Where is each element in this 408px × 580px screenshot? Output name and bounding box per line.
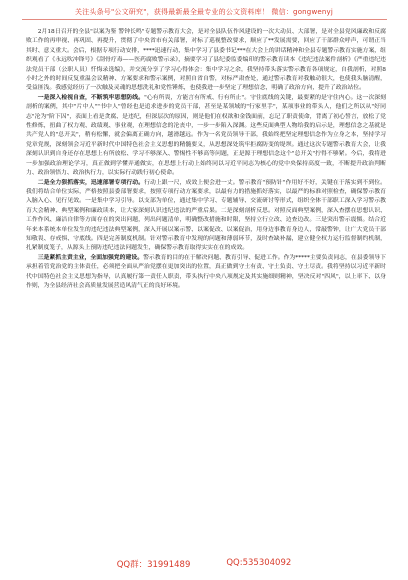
- paragraph-section-1: [26, 94, 386, 179]
- paragraph-text: 警示教育的目的在于解决问题、教育引导、促进工作。作为*****主要负责同志，在县委领导下承担着管党治党的主体责任，必须把全面从严治党摆在更加突出的位置，真正做到守土有责、守土负责、守土尽责。我将坚持以习近平新时代中国特色社会主义思想为指导，认真履行第一责任人职责，带头执行中央八项规定及其实施细则精神，坚决反对"四风"，以上率下、以身作则，为全县经济社会高质量发展营造风清气正的良好环境。: [26, 254, 387, 289]
- paragraph-intro: [26, 28, 386, 94]
- section-heading-2: 二是全力狠抓落实，迅速部署专项行动。: [37, 179, 145, 186]
- paragraph-text: 2月18日召开的全县"以案为鉴 警钟长鸣"专题警示教育大会，是对全县队伍作风建设的一次大动员、大部署，是对全县党风廉政和反腐败工作的再审视、再巩固、再提升，贯彻了中央省市有关部署，对标了巡视整改要求，顺应了**发展需要，回应了干部群众呼声，可谓正当其时、意义重大。会后，根据专项行动安排，****迅速行动，集中学习了县委书记***在大会上的讲话精神和全县专题警示教育实施方案，组织观看了《永远吹冲锋号》《刮骨疗毒——医药腐败警示录》，摘要学习了县纪委监委编印的警示教育读本《违纪违法案件剖析》《严重违纪违法党员干部（公职人员）忏悔录选编》，并交流分享了学习心得体会：集中学习之余，我坚持带头落实警示教育各项规定，自我剖析，对照8小时之外的时间反复重温会议精神、方案要求和警示案例，对照自省自警，对标严肃查处，通过警示教育对我触动很大，也使我头脑清醒，受益匪浅。我感觉经历了一次触及灵魂的思想洗礼和党性锤炼，也使我进一步坚定了理想信念，明确了政治方向，提升了政治站位。: [26, 29, 386, 92]
- paragraph-section-2: [26, 179, 386, 254]
- paragraph-section-3: [26, 254, 386, 292]
- section-heading-3: 三是紧抓主责主业，全面加强党的建设。: [37, 254, 144, 261]
- paragraph-text: 行动上跟一尺，成效上便会进一丈。警示教育"预防针"作用好不好，关键在于落实到不到位。我们将结合单位实际，严格按照县委部署要求，按照专项行动方案要求，以最有力的措施抓好落实，以最严的标准对照检查，确保警示教育入脑入心、见行见效。一是集中学习引导。以支部为单位，通过集中学习、专题辅导、交流研讨等形式，组织全体干部职工深入学习警示教育大会精神、典型案例和廉政读本，让大家深刻认识违纪违法的严重后果。二是深刻剖析反思。对照反面典型案例，深入查摆在思想认识、工作作风、廉洁自律等方面存在的突出问题，列出问题清单，明确整改措施和时限，坚持立行立改、边查边改。三是突出警示震慑。结合近年来本系统本单位发生的违纪违法典型案例，深入开展以案示警、以案促改、以案促治，用身边事教育身边人，常敲警钟，让广大党员干部知敬畏、存戒惧、守底线。四是完善制度机制。针对警示教育中发现的问题和薄弱环节，及时查缺补漏，建立健全权力运行监督制约机制，扎紧制度笼子，从源头上预防违纪违法问题发生，确保警示教育取得实实在在的成效。: [26, 179, 386, 252]
- banner-divider: [22, 19, 387, 20]
- document-body: [26, 28, 386, 291]
- qq-group-label: QQ群：31991489: [116, 560, 191, 570]
- promo-banner: 关注头条号"公文研究"，获得最新最全最专业的公文资料库！ 微信：gongwenyj: [74, 8, 334, 16]
- paragraph-text: "心有所畏，方能言有所戒、行有所止"。守住底线的关键，最要紧的是守住内心。这一次深刻剖析的案例，其中"片中人""书中人"曾经也是追求进步的党员干部，甚至是某领域的"行家里手"，某项事业的带头人，他们之所以从"好同志"沦为"阶下囚"，表面上看是贪腐、是违纪，但深层次的原因，则是他们在权欲和金钱面前，忘记了职责使命，背离了初心誓言，放松了党性修炼，扭曲了权力观、政绩观、事业观，在理想信念的沦丧中，一步一步陷入深渊。这些反面典型人物给我的启示是，理想信念之基就是共产党人的"总开关"，稍有松懈，就会偏离正确方向，越滑越远。作为一名党员领导干部，我始终把坚定理想信念作为立身之本，坚持学习党章党规，深刻领会习近平新时代中国特色社会主义思想的精髓要义，从思想深处筑牢拒腐防变的堤坝。通过这次专题警示教育大会，让我深刻认识到自身还存在思想上有所放松、学习不够深入、警惕性不够高等问题，正是源于理想信念这个"总开关"拧得不够紧。今后，我将进一步加强政治理论学习，真正做到学懂弄通做实，在思想上行动上始终同以习近平同志为核心的党中央保持高度一致，不断提升政治判断力、政治领悟力、政治执行力，以实际行动践行初心使命。: [26, 94, 386, 177]
- contact-footer: [0, 558, 408, 570]
- qq-contact-label: QQ:535304092: [226, 558, 292, 568]
- section-heading-1: 一是深入检视自查，不断筑牢思想防线。: [37, 94, 145, 101]
